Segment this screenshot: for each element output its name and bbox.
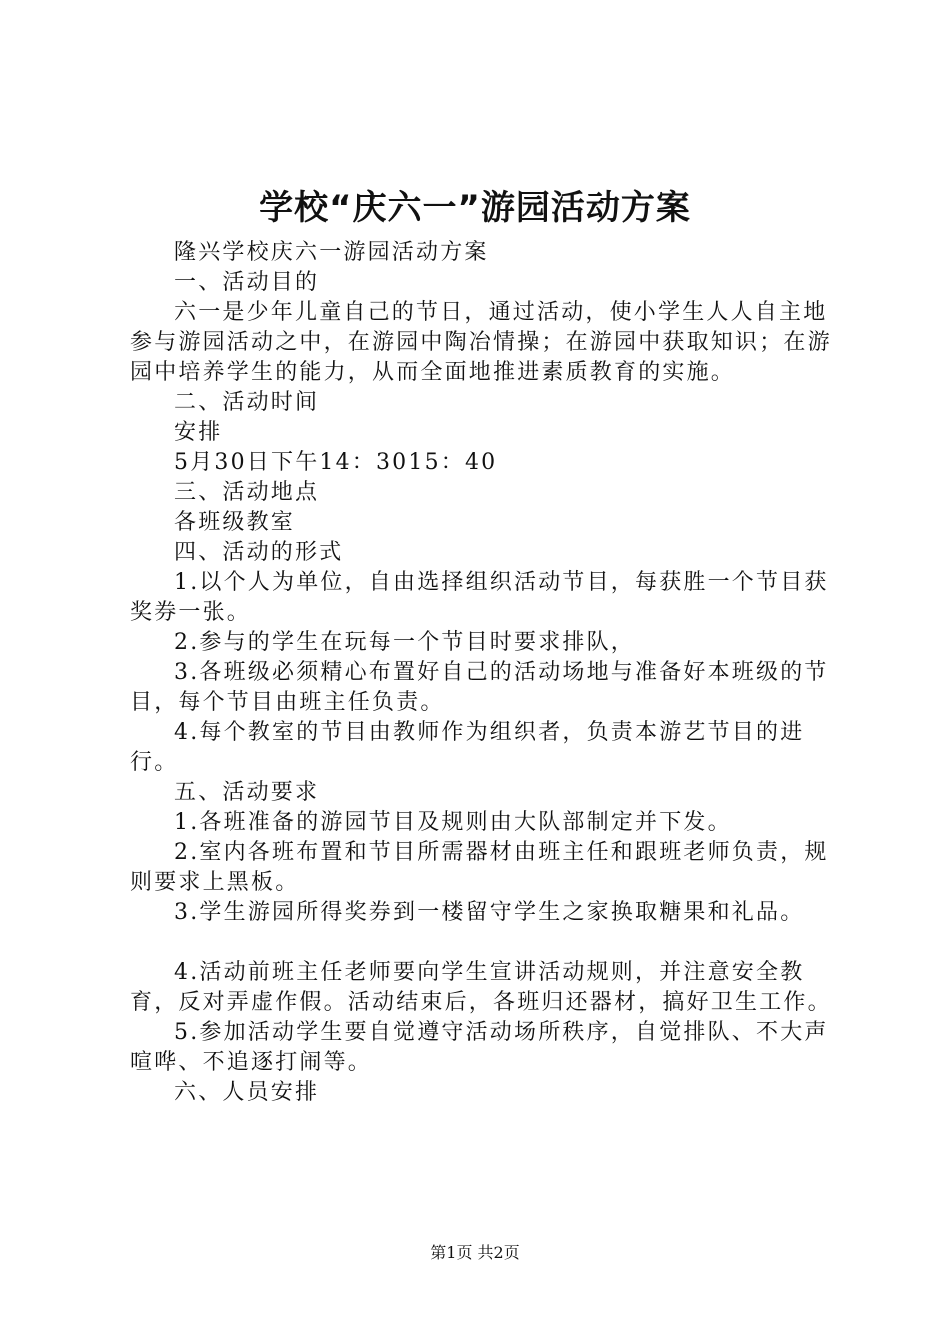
document-body xyxy=(130,238,840,1108)
heading-activity-form: 四、活动的形式 xyxy=(174,540,344,565)
heading-activity-purpose: 一、活动目的 xyxy=(174,270,320,295)
page-indicator: 第1页 共2页 xyxy=(430,1243,520,1262)
paragraph-requirement-3: 3.学生游园所得奖券到一楼留守学生之家换取糖果和礼品。 xyxy=(174,900,805,925)
heading-activity-location: 三、活动地点 xyxy=(174,480,320,505)
paragraph-location-text: 各班级教室 xyxy=(174,510,296,535)
document-title: 学校“庆六一”游园活动方案 xyxy=(259,188,691,228)
blank-line xyxy=(130,928,840,958)
heading-staff-arrangement: 六、人员安排 xyxy=(174,1080,320,1105)
paragraph-form-item-2: 2.参与的学生在玩每一个节目时要求排队， xyxy=(174,630,635,655)
heading-activity-requirements: 五、活动要求 xyxy=(174,780,320,805)
heading-activity-time: 二、活动时间 xyxy=(174,390,320,415)
paragraph-requirement-4: 4.活动前班主任老师要向学生宣讲活动规则，并注意安全教育，反对弄虚作假。活动结束后，各班归还器材，搞好卫生工作。 xyxy=(130,960,832,1015)
paragraph-form-item-3: 3.各班级必须精心布置好自己的活动场地与准备好本班级的节目，每个节目由班主任负责。 xyxy=(130,660,829,715)
paragraph-time-text: 5月30日下午14：3015：40 xyxy=(174,450,498,475)
paragraph-purpose-text: 六一是少年儿童自己的节日，通过活动，使小学生人人自主地参与游园活动之中，在游园中陶冶情操；在游园中获取知识；在游园中培养学生的能力，从而全面地推进素质教育的实施。 xyxy=(130,300,832,385)
paragraph-arrangement: 安排 xyxy=(174,420,223,445)
paragraph-school-plan-name: 隆兴学校庆六一游园活动方案 xyxy=(174,240,489,265)
paragraph-requirement-5: 5.参加活动学生要自觉遵守活动场所秩序，自觉排队、不大声喧哗、不追逐打闹等。 xyxy=(130,1020,829,1075)
paragraph-requirement-2: 2.室内各班布置和节目所需器材由班主任和跟班老师负责，规则要求上黑板。 xyxy=(130,840,829,895)
paragraph-form-item-1: 1.以个人为单位，自由选择组织活动节目，每获胜一个节目获奖券一张。 xyxy=(130,570,829,625)
paragraph-form-item-4: 4.每个教室的节目由教师作为组织者，负责本游艺节目的进行。 xyxy=(130,720,805,775)
paragraph-requirement-1: 1.各班准备的游园节目及规则由大队部制定并下发。 xyxy=(174,810,732,835)
